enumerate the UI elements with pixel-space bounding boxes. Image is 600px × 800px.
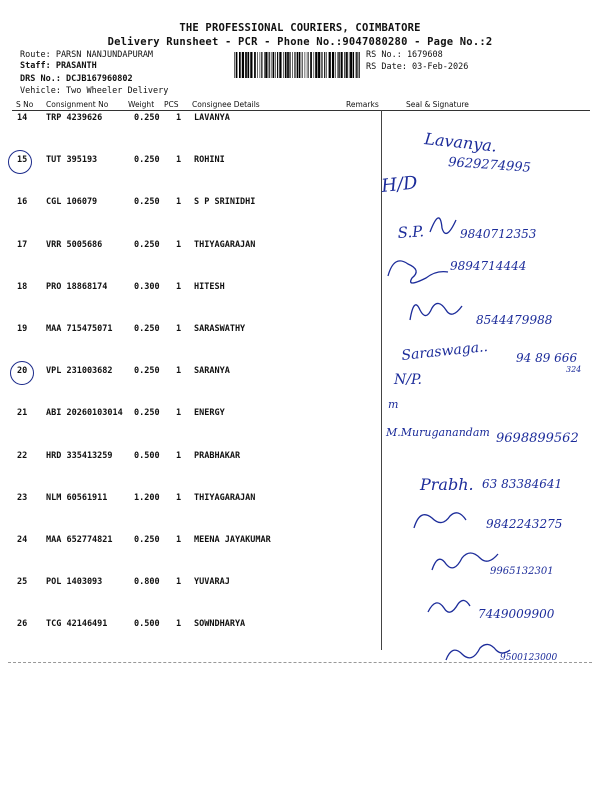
cell-consignment: MAA 652774821 <box>46 535 113 545</box>
sig-saraswathy-phone-tail: 324 <box>566 365 582 374</box>
cell-pcs: 1 <box>176 450 182 461</box>
cell-weight: 0.500 <box>134 450 160 461</box>
cell-sno: 24 <box>17 535 28 545</box>
vehicle-label: Vehicle: Two Wheeler Delivery <box>20 86 169 96</box>
col-pcs: PCS <box>164 100 179 109</box>
col-weight: Weight <box>128 100 155 109</box>
cell-weight: 0.300 <box>134 281 160 292</box>
col-consignment: Consignment No <box>46 100 109 109</box>
sig-meena-scribble <box>432 553 498 570</box>
sig-thiyagarajan2-scribble <box>414 513 466 528</box>
sig-saraswathy-phone: 94 89 666 <box>516 351 578 365</box>
cell-consignee: ENERGY <box>194 408 225 419</box>
cell-weight: 0.250 <box>134 239 160 250</box>
sig-srinidhi-phone: 9840712353 <box>460 227 537 241</box>
sig-np-mark: N/P. <box>394 372 422 388</box>
col-remarks: Remarks <box>346 100 379 109</box>
sig-thiyagarajan-scribble <box>388 261 448 283</box>
sig-yuvaraj-phone: 7449009900 <box>478 607 555 621</box>
cell-pcs: 1 <box>176 239 182 250</box>
route-label: Route: PARSN NANJUNDAPURAM <box>20 50 154 60</box>
cell-consignee: SARANYA <box>194 366 230 377</box>
rs-date: RS Date: 03-Feb-2026 <box>366 62 469 72</box>
cell-weight: 1.200 <box>134 492 160 503</box>
sig-lavanya: Lavanya. <box>423 129 498 156</box>
cell-pcs: 1 <box>176 366 182 377</box>
sig-prabhakar: Prabh. <box>420 475 474 494</box>
cell-consignee: THIYAGARAJAN <box>194 492 256 503</box>
cell-consignee: THIYAGARAJAN <box>194 239 256 250</box>
sig-lavanya-phone: 9629274995 <box>447 155 532 176</box>
cell-consignment: PRO 18868174 <box>46 281 108 292</box>
cell-weight: 0.250 <box>134 324 160 334</box>
cell-weight: 0.250 <box>134 197 160 208</box>
cell-consignment: MAA 715475071 <box>46 324 113 334</box>
cell-weight: 0.500 <box>134 619 160 630</box>
cell-weight: 0.250 <box>134 408 160 419</box>
cell-pcs: 1 <box>176 281 182 292</box>
company-title: THE PROFESSIONAL COURIERS, COIMBATORE <box>179 22 421 34</box>
cell-consignment: TUT 395193 <box>46 155 98 166</box>
cell-consignee: LAVANYA <box>194 113 230 123</box>
cell-consignment: VPL 231003682 <box>46 366 113 377</box>
rs-number: RS No.: 1679608 <box>366 50 443 60</box>
cell-weight: 0.250 <box>134 535 160 545</box>
cell-weight: 0.800 <box>134 577 160 588</box>
runsheet-subtitle: Delivery Runsheet - PCR - Phone No.:9047080280 - Page No.:2 <box>107 36 493 48</box>
sig-hitesh-scribble <box>410 303 462 320</box>
cell-consignment: NLM 60561911 <box>46 492 108 503</box>
drs-label: DRS No.: DCJB167960802 <box>20 74 133 84</box>
cell-sno: 22 <box>17 450 28 461</box>
sig-muruganandam-phone: 9698899562 <box>496 431 579 446</box>
cell-consignee: S P SRINIDHI <box>194 197 256 208</box>
cell-sno: 14 <box>17 113 28 123</box>
cell-sno: 17 <box>17 239 28 250</box>
sig-yuvaraj-scribble <box>428 600 470 612</box>
cell-pcs: 1 <box>176 408 182 419</box>
cell-sno: 25 <box>17 577 28 588</box>
cell-sno: 15 <box>17 155 28 166</box>
col-consignee: Consignee Details <box>192 100 260 109</box>
cell-consignment: HRD 335413259 <box>46 450 113 461</box>
sig-sowndharya-phone: 9500123000 <box>500 653 558 663</box>
cell-sno: 18 <box>17 281 28 292</box>
cell-consignment: TCG 42146491 <box>46 619 108 630</box>
cell-consignee: SOWNDHARYA <box>194 619 246 630</box>
cell-sno: 19 <box>17 324 28 334</box>
cell-weight: 0.250 <box>134 366 160 377</box>
sig-thiyagarajan2-phone: 9842243275 <box>486 517 563 531</box>
sig-hd-mark: H/D <box>380 172 419 197</box>
cell-pcs: 1 <box>176 197 182 208</box>
cell-sno: 23 <box>17 492 28 503</box>
cell-consignment: ABI 20260103014 <box>46 408 123 419</box>
sig-meena-phone: 9965132301 <box>490 566 554 577</box>
cell-consignee: PRABHAKAR <box>194 450 241 461</box>
cell-pcs: 1 <box>176 492 182 503</box>
cell-sno: 26 <box>17 619 28 630</box>
cell-consignment: TRP 4239626 <box>46 113 103 123</box>
cell-pcs: 1 <box>176 324 182 334</box>
cell-sno: 21 <box>17 408 28 419</box>
cell-consignment: VRR 5005686 <box>46 239 103 250</box>
cell-sno: 20 <box>17 366 28 377</box>
cell-pcs: 1 <box>176 535 182 545</box>
sig-srinidhi-scribble <box>430 218 456 234</box>
cell-consignee: ROHINI <box>194 155 225 166</box>
sig-srinidhi: S.P. <box>397 222 425 242</box>
cell-sno: 16 <box>17 197 28 208</box>
cell-consignee: HITESH <box>194 281 225 292</box>
sig-saraswathy: Saraswaga.. <box>400 339 489 364</box>
cell-weight: 0.250 <box>134 155 160 166</box>
cell-weight: 0.250 <box>134 113 160 123</box>
col-seal-signature: Seal & Signature <box>406 100 469 109</box>
sig-thiyagarajan-phone: 9894714444 <box>450 259 527 273</box>
cell-pcs: 1 <box>176 577 182 588</box>
cell-consignee: YUVARAJ <box>194 577 230 588</box>
cell-consignee: SARASWATHY <box>194 324 246 334</box>
cell-consignment: CGL 106079 <box>46 197 98 208</box>
sig-muruganandam: M.Muruganandam <box>386 426 490 439</box>
cell-consignee: MEENA JAYAKUMAR <box>194 535 271 545</box>
cell-consignment: POL 1403093 <box>46 577 103 588</box>
cell-pcs: 1 <box>176 619 182 630</box>
cell-pcs: 1 <box>176 155 182 166</box>
sig-prabhakar-phone: 63 83384641 <box>482 477 563 491</box>
sig-energy-mark: m <box>388 398 399 411</box>
col-sno: S No <box>16 100 34 109</box>
sig-hitesh-phone: 8544479988 <box>476 313 553 327</box>
cell-pcs: 1 <box>176 113 182 123</box>
staff-label: Staff: PRASANTH <box>20 61 97 71</box>
